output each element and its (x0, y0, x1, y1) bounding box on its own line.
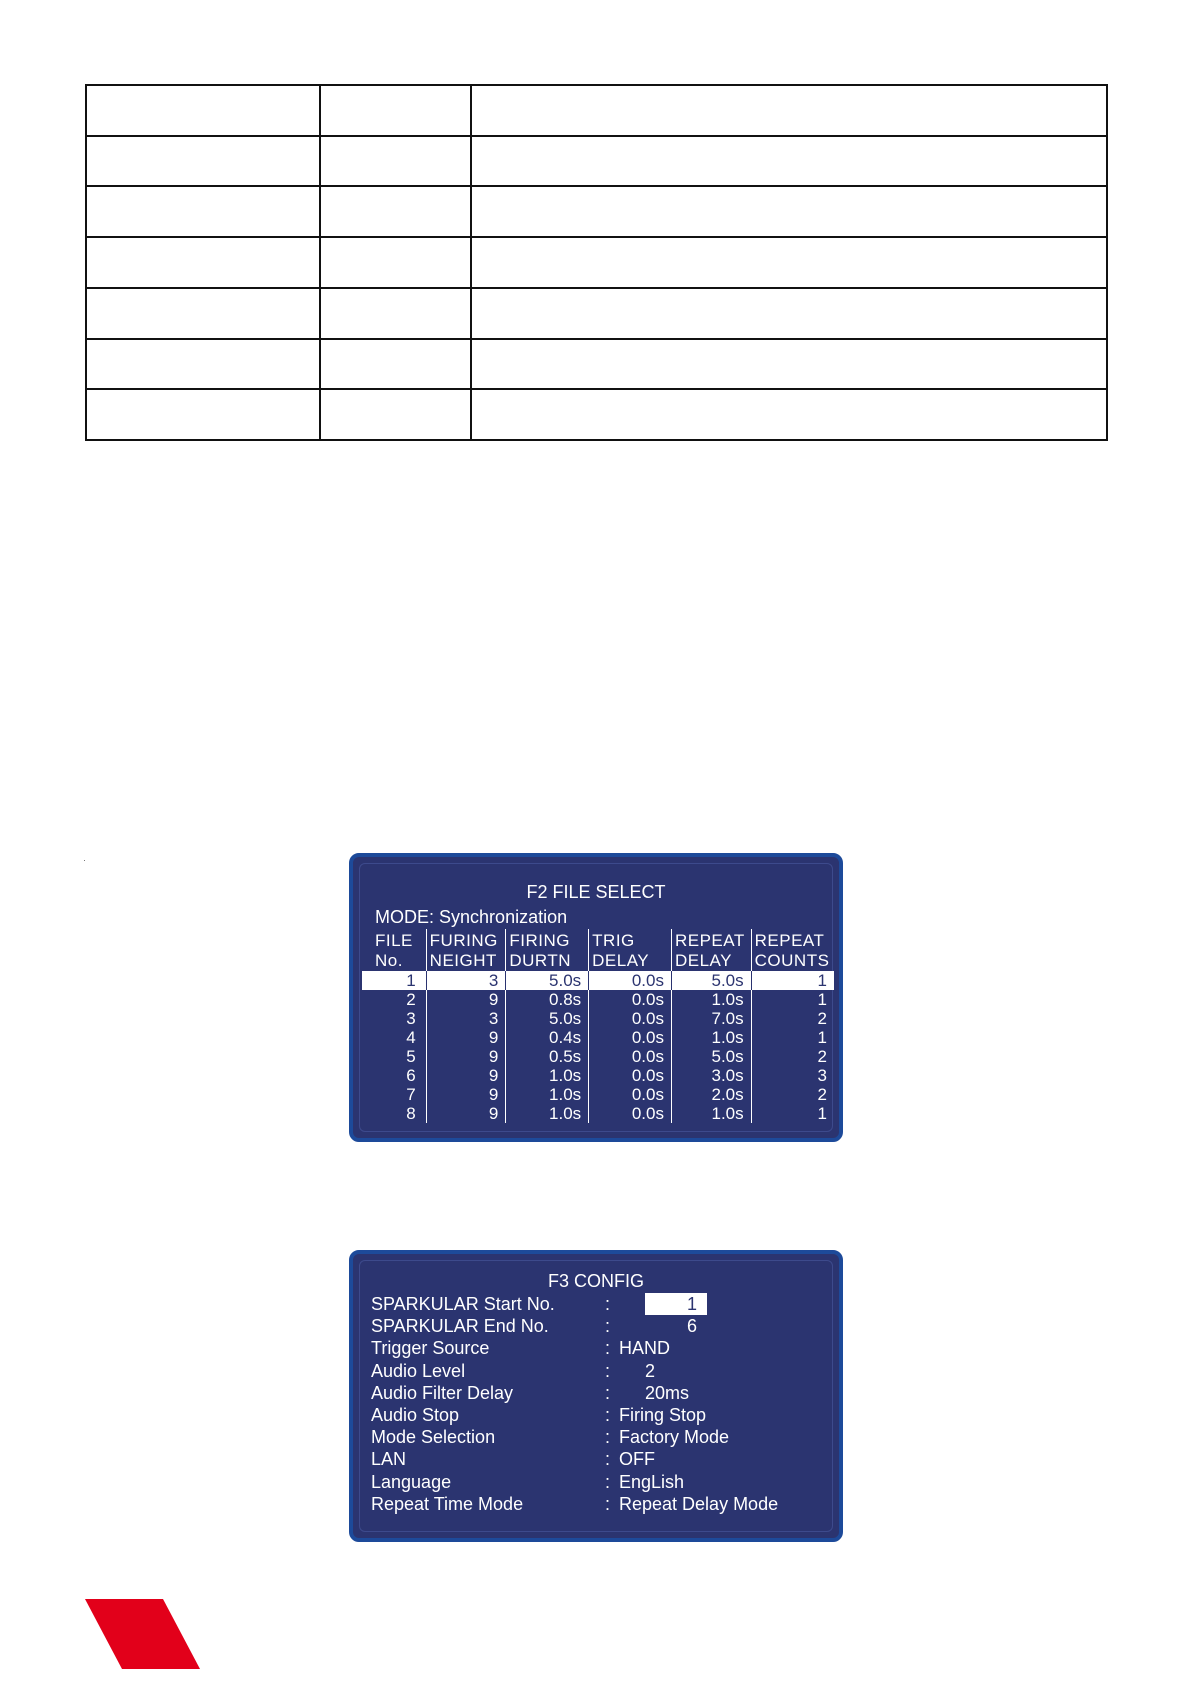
column-header (751, 929, 834, 971)
config-label: Repeat Time Mode (371, 1493, 524, 1514)
header-line: FILE (375, 931, 413, 950)
file-cell: 3 (751, 1066, 834, 1085)
grid-row (86, 288, 1107, 339)
file-cell: 1.0s (506, 1066, 589, 1085)
file-cell: 1 (751, 971, 834, 990)
file-cell: 1 (751, 1104, 834, 1123)
grid-cell (320, 186, 471, 237)
config-colon: : (605, 1338, 611, 1359)
config-label: Audio Stop (371, 1404, 460, 1425)
grid-cell (320, 389, 471, 440)
config-value: HAND (619, 1338, 671, 1359)
file-cell: 1.0s (506, 1104, 589, 1123)
file-cell: 5 (406, 1047, 416, 1066)
file-cell: 5.0s (506, 1009, 589, 1028)
config-label: LAN (371, 1449, 407, 1470)
f2-title: F2 FILE SELECT (526, 882, 666, 902)
config-colon: : (605, 1404, 611, 1425)
header-line: FIRING (509, 931, 570, 950)
file-cell: 3.0s (671, 1066, 751, 1085)
file-row[interactable] (362, 990, 834, 1009)
mode-label: MODE: (375, 907, 435, 927)
file-cell: 2 (751, 1047, 834, 1066)
grid-cell (320, 288, 471, 339)
config-colon: : (605, 1493, 611, 1514)
config-label: Mode Selection (371, 1427, 496, 1448)
config-colon: : (605, 1449, 611, 1470)
grid-cell (86, 186, 320, 237)
file-row[interactable] (362, 971, 834, 990)
config-value: EngLish (619, 1471, 685, 1492)
file-cell: 9 (426, 1066, 506, 1085)
grid-cell (320, 237, 471, 288)
grid-cell (471, 339, 1107, 390)
file-row[interactable] (362, 1104, 834, 1123)
column-header (362, 929, 426, 971)
grid-cell (471, 237, 1107, 288)
file-cell: 0.0s (589, 971, 672, 990)
file-cell: 0.0s (589, 1085, 672, 1104)
file-cell: 9 (426, 1104, 506, 1123)
grid-cell (471, 85, 1107, 136)
red-parallelogram (85, 1599, 200, 1669)
grid-row (86, 85, 1107, 136)
config-label: SPARKULAR End No. (371, 1316, 549, 1337)
grid-row (86, 389, 1107, 440)
file-cell: 1 (362, 971, 426, 990)
config-value: 20ms (645, 1382, 690, 1403)
config-label: Trigger Source (371, 1338, 490, 1359)
grid-cell (471, 136, 1107, 187)
file-cell: 0.0s (589, 1028, 672, 1047)
grid-cell (471, 186, 1107, 237)
config-value: Factory Mode (619, 1427, 730, 1448)
f3-title: F3 CONFIG (547, 1271, 644, 1291)
config-label: Language (371, 1471, 452, 1492)
file-cell: 2 (751, 1009, 834, 1028)
header-line: COUNTS (754, 951, 830, 970)
file-row[interactable] (362, 1009, 834, 1028)
file-cell: 5.0s (671, 971, 751, 990)
config-colon: : (605, 1316, 611, 1337)
file-cell: 1.0s (671, 1104, 751, 1123)
header-line: DURTN (509, 951, 572, 970)
file-cell: 6 (406, 1066, 416, 1085)
grid-cell (471, 288, 1107, 339)
file-cell: 1.0s (671, 1028, 751, 1047)
file-cell: 4 (406, 1028, 416, 1047)
config-colon: : (605, 1471, 611, 1492)
file-table (362, 929, 834, 1123)
grid-cell (471, 389, 1107, 440)
grid-row (86, 136, 1107, 187)
grid-cell (86, 389, 320, 440)
grid-cell (86, 85, 320, 136)
f2-file-select-screen (349, 853, 843, 1142)
grid-row (86, 237, 1107, 288)
file-cell: 0.0s (589, 1047, 672, 1066)
file-row[interactable] (362, 1066, 834, 1085)
file-cell: 7.0s (671, 1009, 751, 1028)
grid-row (86, 339, 1107, 390)
file-cell: 0.0s (589, 1104, 672, 1123)
grid-cell (320, 339, 471, 390)
file-cell: 9 (426, 990, 506, 1009)
config-value: OFF (619, 1449, 655, 1470)
config-value: 2 (645, 1360, 656, 1381)
file-cell: 2 (406, 990, 416, 1009)
file-cell: 0.0s (589, 990, 672, 1009)
file-cell: 1 (751, 990, 834, 1009)
column-header (506, 929, 589, 971)
grid-cell (320, 136, 471, 187)
file-cell: 3 (426, 1009, 506, 1028)
config-colon: : (605, 1360, 611, 1381)
file-cell: 0.0s (589, 1066, 672, 1085)
file-cell: 0.5s (506, 1047, 589, 1066)
config-label: Audio Filter Delay (371, 1382, 514, 1403)
file-cell: 1.0s (506, 1085, 589, 1104)
header-line: REPEAT (674, 931, 745, 950)
config-colon: : (605, 1294, 611, 1314)
file-cell: 8 (406, 1104, 416, 1123)
config-label: SPARKULAR Start No. (371, 1294, 555, 1314)
config-value: 6 (686, 1316, 697, 1337)
file-cell: 7 (406, 1085, 416, 1104)
config-colon: : (605, 1427, 611, 1448)
grid-cell (320, 85, 471, 136)
file-row[interactable] (362, 1047, 834, 1066)
file-cell: 2 (751, 1085, 834, 1104)
file-cell: 3 (426, 971, 506, 990)
file-cell: 1 (751, 1028, 834, 1047)
file-cell: 5.0s (671, 1047, 751, 1066)
file-cell: 9 (426, 1047, 506, 1066)
header-line: No. (375, 951, 403, 970)
config-label: Audio Level (371, 1360, 466, 1381)
file-cell: 9 (426, 1028, 506, 1047)
config-colon: : (605, 1382, 611, 1403)
config-value: Firing Stop (619, 1404, 707, 1425)
header-line: NEIGHT (429, 951, 497, 970)
header-line: TRIG (592, 931, 635, 950)
file-cell: 0.8s (506, 990, 589, 1009)
column-header (426, 929, 506, 971)
header-line: REPEAT (754, 931, 825, 950)
file-cell: 1.0s (671, 990, 751, 1009)
mode-line (375, 907, 567, 928)
grid-row (86, 186, 1107, 237)
grid-cell (86, 339, 320, 390)
file-cell: 2.0s (671, 1085, 751, 1104)
file-cell: 5.0s (506, 971, 589, 990)
file-row[interactable] (362, 1028, 834, 1047)
header-line: FURING (429, 931, 498, 950)
file-row[interactable] (362, 1085, 834, 1104)
mode-value: Synchronization (439, 907, 568, 927)
column-header (671, 929, 751, 971)
file-cell: 0.4s (506, 1028, 589, 1047)
grid-cell (86, 237, 320, 288)
brand-corner-shape (85, 1599, 200, 1669)
f3-config-screen (349, 1250, 843, 1542)
stray-dot (84, 860, 85, 861)
empty-grid-table (85, 84, 1108, 441)
header-line: DELAY (592, 951, 650, 970)
file-cell: 0.0s (589, 1009, 672, 1028)
grid-cell (86, 288, 320, 339)
header-line: DELAY (674, 951, 732, 970)
grid-cell (86, 136, 320, 187)
column-header (589, 929, 672, 971)
config-value: 1 (645, 1293, 707, 1315)
file-cell: 3 (406, 1009, 416, 1028)
file-cell: 9 (426, 1085, 506, 1104)
config-value: Repeat Delay Mode (619, 1493, 779, 1514)
